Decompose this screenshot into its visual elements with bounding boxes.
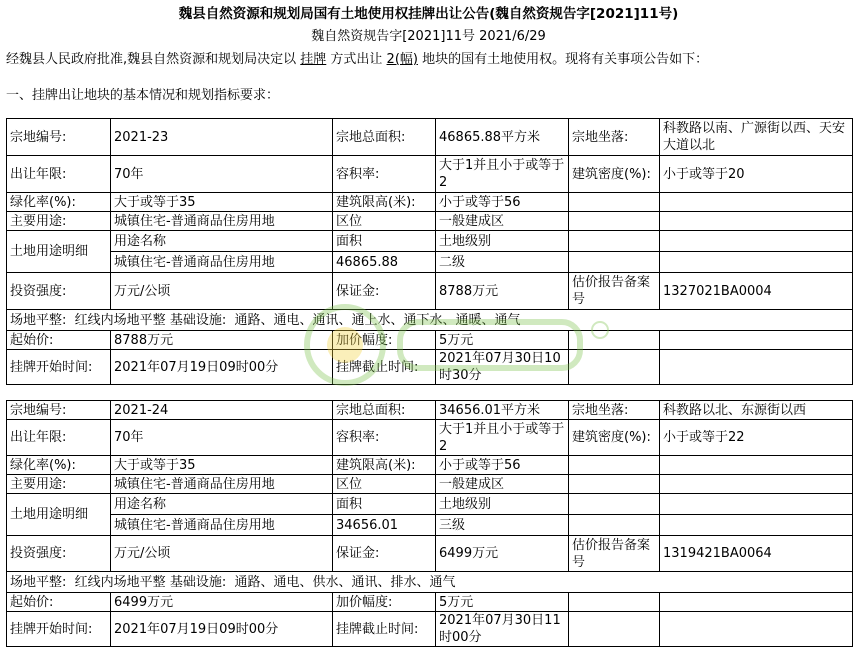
deposit-value: 6499万元 — [436, 536, 569, 572]
total-area-value: 46865.88平方米 — [436, 119, 569, 156]
table-row — [7, 593, 853, 612]
area-header: 面积 — [333, 231, 436, 252]
table-row — [7, 273, 853, 310]
start-price-value: 8788万元 — [111, 331, 333, 350]
zone-value: 一般建成区 — [436, 475, 569, 494]
empty-cell — [569, 212, 660, 231]
intro-text-post: 地块的国有土地使用权。现将有关事项公告如下： — [417, 52, 709, 67]
density-value: 小于或等于22 — [660, 420, 853, 456]
appraisal-label: 估价报告备案号 — [569, 273, 660, 310]
zone-label: 区位 — [333, 475, 436, 494]
use-name-header: 用途名称 — [111, 494, 333, 515]
intro-method: 挂牌 — [300, 52, 327, 67]
list-end-label: 挂牌截止时间: — [333, 350, 436, 385]
intro-count: 2(幅) — [386, 52, 418, 67]
site-value: 红线内场地平整 — [74, 574, 166, 590]
area-header: 面积 — [333, 494, 436, 515]
parcel-no-value: 2021-24 — [111, 401, 333, 420]
table-row — [7, 401, 853, 420]
empty-cell — [660, 515, 853, 536]
table-row — [7, 536, 853, 572]
infra-label: 基础设施: — [169, 312, 227, 328]
far-value: 大于1并且小于或等于2 — [436, 420, 569, 456]
site-infra-cell — [7, 310, 853, 331]
empty-cell — [569, 231, 660, 252]
far-label: 容积率: — [333, 420, 436, 456]
list-start-value: 2021年07月19日09时00分 — [111, 612, 333, 647]
green-label: 绿化率(%): — [7, 193, 111, 212]
table-row — [7, 156, 853, 193]
table-row — [7, 515, 853, 536]
table-row — [7, 252, 853, 273]
parcel-no-value: 2021-23 — [111, 119, 333, 156]
use-detail-label: 土地用途明细 — [7, 494, 111, 536]
use-name-value: 城镇住宅-普通商品住房用地 — [111, 515, 333, 536]
list-end-label: 挂牌截止时间: — [333, 612, 436, 647]
section-heading: 一、挂牌出让地块的基本情况和规划指标要求： — [6, 88, 280, 103]
empty-cell — [660, 456, 853, 475]
empty-cell — [660, 475, 853, 494]
grade-header: 土地级别 — [436, 494, 569, 515]
start-price-label: 起始价: — [7, 331, 111, 350]
deposit-label: 保证金: — [333, 273, 436, 310]
table-row — [7, 350, 853, 385]
main-use-label: 主要用途: — [7, 475, 111, 494]
empty-cell — [569, 456, 660, 475]
green-value: 大于或等于35 — [111, 193, 333, 212]
table-row — [7, 331, 853, 350]
far-label: 容积率: — [333, 156, 436, 193]
area-value: 34656.01 — [333, 515, 436, 536]
location-label: 宗地坐落: — [569, 119, 660, 156]
height-value: 小于或等于56 — [436, 456, 569, 475]
list-start-label: 挂牌开始时间: — [7, 350, 111, 385]
zone-value: 一般建成区 — [436, 212, 569, 231]
table-row — [7, 212, 853, 231]
increment-value: 5万元 — [436, 593, 569, 612]
use-name-value: 城镇住宅-普通商品住房用地 — [111, 252, 333, 273]
increment-value: 5万元 — [436, 331, 569, 350]
infra-value: 通路、通电、供水、通讯、排水、通气 — [234, 574, 456, 590]
invest-label: 投资强度: — [7, 273, 111, 310]
site-label: 场地平整: — [10, 574, 67, 590]
empty-cell — [569, 252, 660, 273]
empty-cell — [569, 515, 660, 536]
table-row — [7, 193, 853, 212]
main-use-value: 城镇住宅-普通商品住房用地 — [111, 212, 333, 231]
empty-cell — [569, 494, 660, 515]
density-label: 建筑密度(%): — [569, 420, 660, 456]
table-row — [7, 119, 853, 156]
infra-value: 通路、通电、通讯、通上水、通下水、通暖、通气 — [234, 312, 521, 328]
intro-paragraph — [6, 48, 708, 67]
total-area-label: 宗地总面积: — [333, 401, 436, 420]
invest-label: 投资强度: — [7, 536, 111, 572]
parcel-table — [6, 118, 853, 385]
intro-text-pre: 经魏县人民政府批准,魏县自然资源和规划局决定以 — [6, 52, 301, 67]
empty-cell — [569, 612, 660, 647]
increment-label: 加价幅度: — [333, 593, 436, 612]
green-value: 大于或等于35 — [111, 456, 333, 475]
intro-text-mid: 方式出让 — [326, 52, 387, 67]
location-value: 科教路以南、广源街以西、天安大道以北 — [660, 119, 853, 156]
grade-value: 三级 — [436, 515, 569, 536]
deposit-label: 保证金: — [333, 536, 436, 572]
appraisal-label: 估价报告备案号 — [569, 536, 660, 572]
empty-cell — [660, 494, 853, 515]
table-row — [7, 420, 853, 456]
start-price-label: 起始价: — [7, 593, 111, 612]
list-end-value: 2021年07月30日11时00分 — [436, 612, 569, 647]
document-number-date: 魏自然资规告字[2021]11号 2021/6/29 — [311, 29, 546, 44]
page-title: 魏县自然资源和规划局国有土地使用权挂牌出让公告(魏自然资规告字[2021]11号) — [178, 6, 679, 22]
total-area-label: 宗地总面积: — [333, 119, 436, 156]
empty-cell — [660, 252, 853, 273]
total-area-value: 34656.01平方米 — [436, 401, 569, 420]
area-value: 46865.88 — [333, 252, 436, 273]
height-label: 建筑限高(米): — [333, 193, 436, 212]
far-value: 大于1并且小于或等于2 — [436, 156, 569, 193]
empty-cell — [569, 331, 660, 350]
term-value: 70年 — [111, 156, 333, 193]
list-end-value: 2021年07月30日10时30分 — [436, 350, 569, 385]
empty-cell — [660, 193, 853, 212]
main-use-value: 城镇住宅-普通商品住房用地 — [111, 475, 333, 494]
table-row — [7, 456, 853, 475]
parcel-no-label: 宗地编号: — [7, 119, 111, 156]
parcel-table — [6, 400, 853, 647]
grade-header: 土地级别 — [436, 231, 569, 252]
site-label: 场地平整: — [10, 312, 67, 328]
use-name-header: 用途名称 — [111, 231, 333, 252]
empty-cell — [660, 212, 853, 231]
empty-cell — [660, 231, 853, 252]
location-value: 科教路以北、东源街以西 — [660, 401, 853, 420]
empty-cell — [660, 612, 853, 647]
empty-cell — [660, 331, 853, 350]
term-value: 70年 — [111, 420, 333, 456]
appraisal-value: 1319421BA0064 — [660, 536, 853, 572]
table-row — [7, 612, 853, 647]
invest-value: 万元/公顷 — [111, 273, 333, 310]
list-start-value: 2021年07月19日09时00分 — [111, 350, 333, 385]
empty-cell — [569, 350, 660, 385]
list-start-label: 挂牌开始时间: — [7, 612, 111, 647]
site-infra-cell — [7, 572, 853, 593]
main-use-label: 主要用途: — [7, 212, 111, 231]
site-value: 红线内场地平整 — [74, 312, 166, 328]
empty-cell — [660, 593, 853, 612]
density-label: 建筑密度(%): — [569, 156, 660, 193]
use-detail-label: 土地用途明细 — [7, 231, 111, 273]
invest-value: 万元/公顷 — [111, 536, 333, 572]
appraisal-value: 1327021BA0004 — [660, 273, 853, 310]
green-label: 绿化率(%): — [7, 456, 111, 475]
infra-label: 基础设施: — [169, 574, 227, 590]
term-label: 出让年限: — [7, 420, 111, 456]
height-value: 小于或等于56 — [436, 193, 569, 212]
empty-cell — [569, 193, 660, 212]
table-row — [7, 475, 853, 494]
height-label: 建筑限高(米): — [333, 456, 436, 475]
term-label: 出让年限: — [7, 156, 111, 193]
increment-label: 加价幅度: — [333, 331, 436, 350]
location-label: 宗地坐落: — [569, 401, 660, 420]
table-row — [7, 494, 853, 515]
grade-value: 二级 — [436, 252, 569, 273]
deposit-value: 8788万元 — [436, 273, 569, 310]
zone-label: 区位 — [333, 212, 436, 231]
table-row — [7, 231, 853, 252]
start-price-value: 6499万元 — [111, 593, 333, 612]
empty-cell — [660, 350, 853, 385]
empty-cell — [569, 593, 660, 612]
density-value: 小于或等于20 — [660, 156, 853, 193]
parcel-no-label: 宗地编号: — [7, 401, 111, 420]
table-row — [7, 310, 853, 331]
empty-cell — [569, 475, 660, 494]
table-row — [7, 572, 853, 593]
